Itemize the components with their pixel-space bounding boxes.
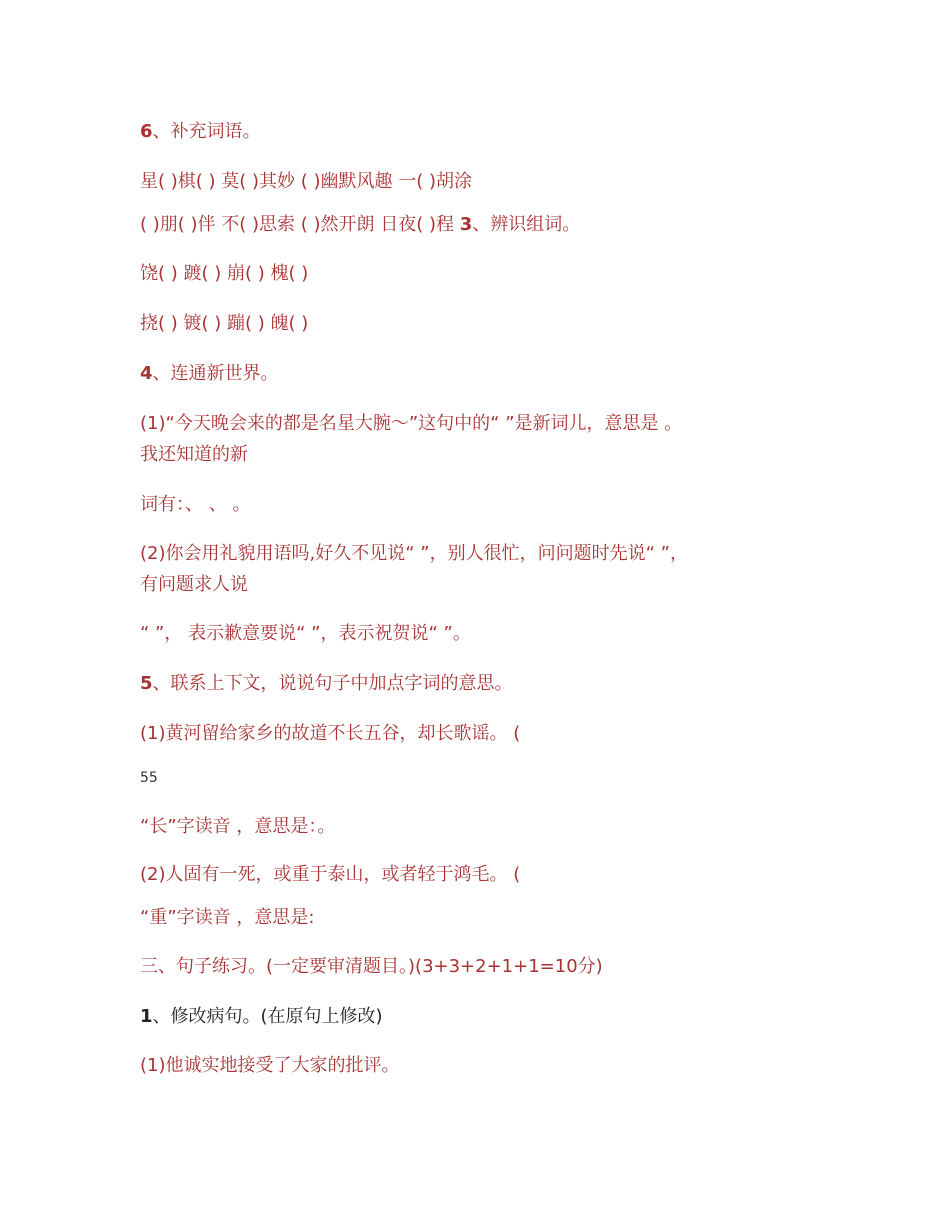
q6-line-1: 星( )棋( ) 莫( )其妙 ( )幽默风趣 一( )胡涂 [140, 171, 472, 192]
q5-2-answer: “重”字读音 ，意思是: [140, 907, 315, 928]
q5-1-answer: “长”字读音 ，意思是：。 [140, 816, 336, 837]
q3-line-1: 饶( ) 踱( ) 崩( ) 槐( ) [140, 263, 309, 284]
section-3-heading: 三、句子练习。(一定要审清题目。)(3+3+2+1+1=10分) [140, 956, 603, 977]
q1-heading: 1、修改病句。(在原句上修改) [140, 1006, 383, 1027]
q4-heading: 4、连通新世界。 [140, 363, 279, 384]
q4-1-line: (1)“今天晚会来的都是名星大腕～”这句中的“ ”是新词儿，意思是 。 [140, 413, 683, 434]
q5-heading: 5、联系上下文，说说句子中加点字词的意思。 [140, 673, 513, 694]
q4-2-line-cont: 有问题求人说 [140, 574, 248, 595]
q1-1-sentence: (1)他诚实地接受了大家的批评。 [140, 1055, 400, 1076]
q4-2-line: (2)你会用礼貌用语吗,好久不见说“ ”，别人很忙，问问题时先说“ ”， [140, 543, 688, 564]
q4-1-line-cont: 我还知道的新 [140, 444, 248, 465]
q4-1-words: 词有：、 、 。 [140, 494, 251, 515]
q4-2-line-end: “ ”， 表示歉意要说“ ”，表示祝贺说“ ”。 [140, 623, 471, 644]
q3-line-2: 挠( ) 镀( ) 蹦( ) 魄( ) [140, 313, 309, 334]
q6-heading: 6、补充词语。 [140, 121, 261, 142]
q5-2-sentence: (2)人固有一死，或重于泰山，或者轻于鸿毛。 ( [140, 864, 521, 885]
page-number: 55 [140, 770, 158, 786]
q5-1-sentence: (1)黄河留给家乡的故道不长五谷，却长歌谣。 ( [140, 723, 521, 744]
q6-line-2: ( )朋( )伴 不( )思索 ( )然开朗 日夜( )程 3、辨识组词。 [140, 214, 581, 235]
